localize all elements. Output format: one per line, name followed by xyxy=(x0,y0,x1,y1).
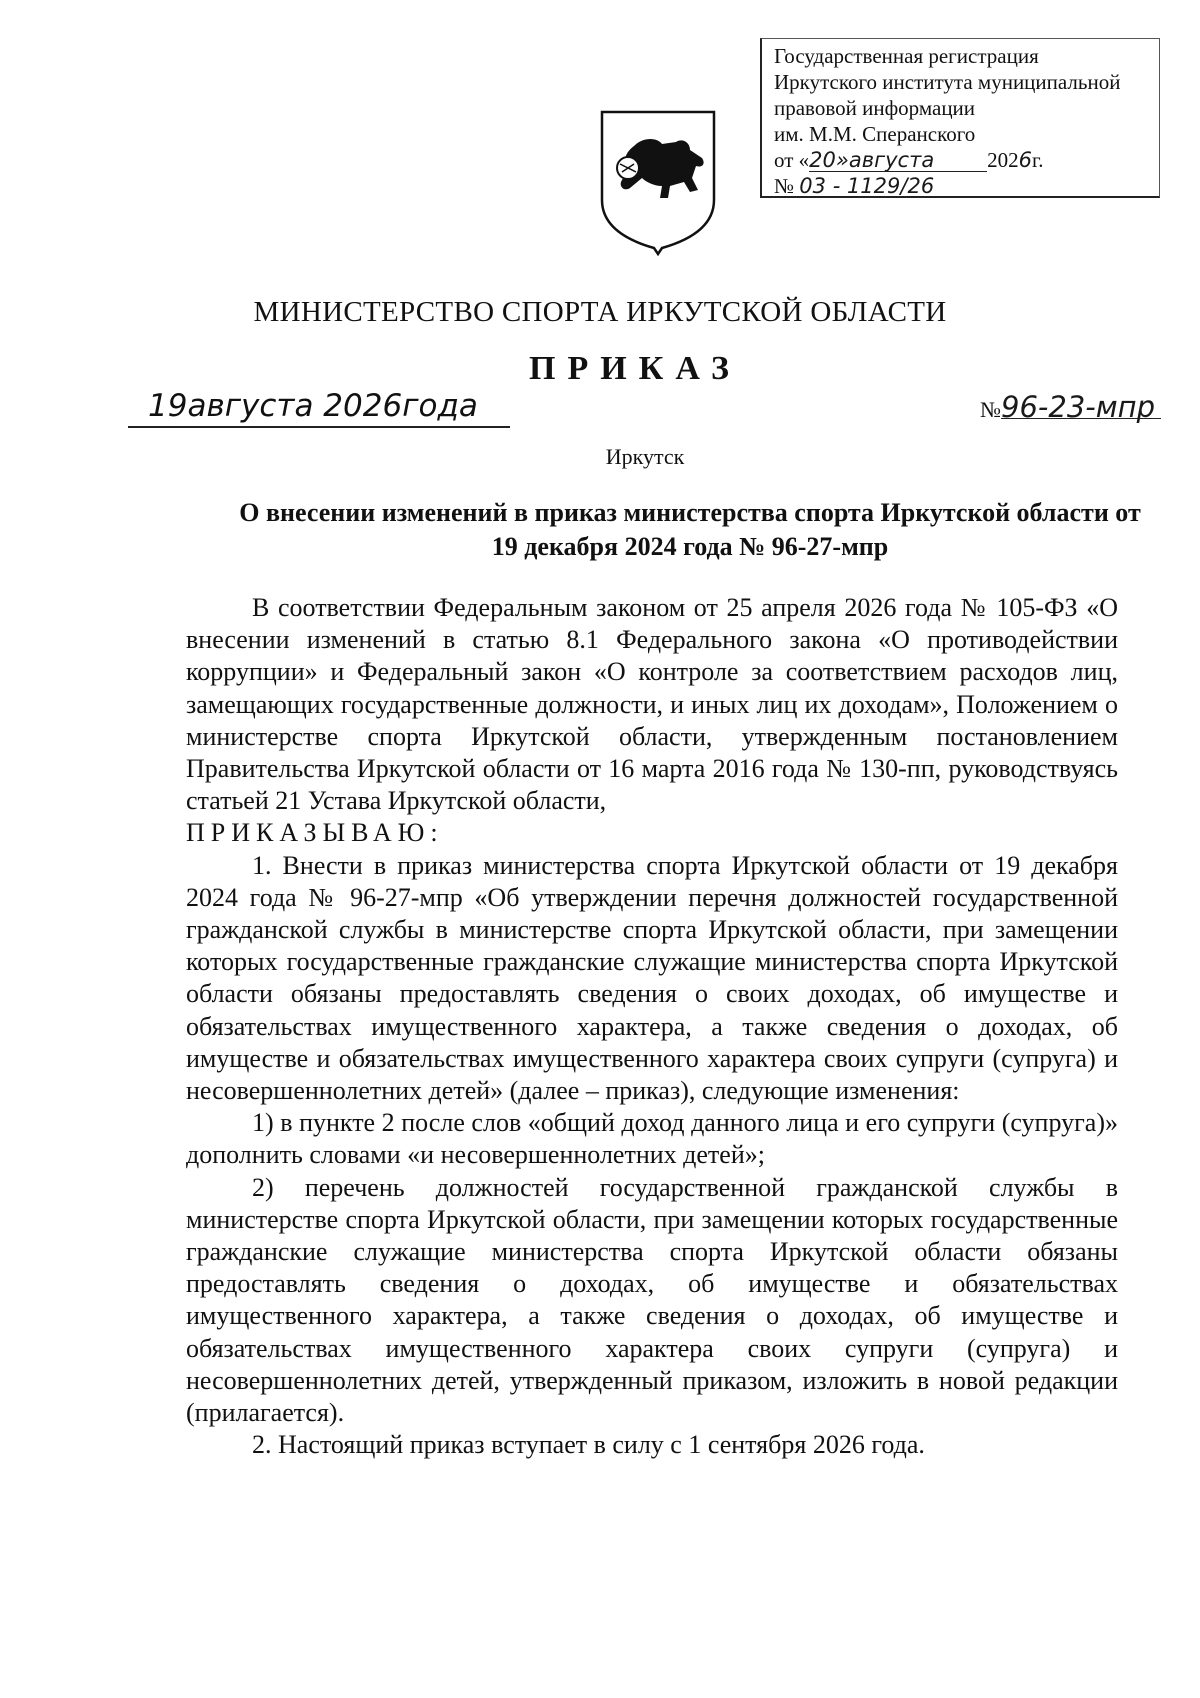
item-paragraph: 1. Внести в приказ министерства спорта Иркутской области от 19 декабря 2024 года № 96-27-мпр «Об утверждении перечня должностей государственной гражданской службы в министерстве спорта Иркутской области, при замещении которых государственные гражданские служащие министерства спорта Иркутской области обязаны предоставлять сведения о своих доходах, об имуществе и обязательствах имущественного характера, а также сведения о доходах, об имуществе и обязательствах имущественного характера своих супруги (супруга) и несовершеннолетних детей» (далее – приказ), следующие изменения: xyxy=(186,850,1118,1106)
stamp-line: правовой информации xyxy=(774,96,976,120)
ministry-name: МИНИСТЕРСТВО СПОРТА ИРКУТСКОЙ ОБЛАСТИ xyxy=(253,296,947,328)
subitem-paragraph: 2) перечень должностей государственной гражданской службы в министерстве спорта Иркутской области, при замещении которых государственные гражданские служащие министерства спорта Иркутской области обязаны предоставлять сведения о доходах, об имуществе и обязательствах имущественного характера, а также сведения о доходах, об имуществе и обязательствах имущественного характера своих супруги (супруга) и несовершеннолетних детей, утвержденный приказом, изложить в новой редакции (прилагается). xyxy=(186,1172,1118,1428)
stamp-number-handwritten: 03 - 1129/26 xyxy=(799,175,999,198)
preamble-paragraph: В соответствии Федеральным законом от 25 апреля 2026 года № 105-ФЗ «О внесении изменений в статью 8.1 Федерального закона «О противодействии коррупции» и Федеральный закон «О контроле за соответствием расходов лиц, замещающих государственные должности, и иных лиц их доходам», Положением о министерстве спорта Иркутской области, утвержденным постановлением Правительства Иркутской области от 16 марта 2016 года № 130-пп, руководствуясь статьей 21 Устава Иркутской области, xyxy=(186,593,1118,816)
registration-stamp xyxy=(760,38,1160,198)
order-number xyxy=(980,390,1161,424)
stamp-number-prefix: № xyxy=(774,174,795,198)
stamp-year-handwritten: 6 xyxy=(1018,148,1033,172)
stamp-line: Иркутского института муниципальной xyxy=(774,70,1121,94)
stamp-line: Государственная регистрация xyxy=(774,44,1039,68)
city: Иркутск xyxy=(605,444,685,469)
stamp-date-handwritten: 20»августа xyxy=(809,149,987,172)
stamp-line: им. М.М. Сперанского xyxy=(774,122,976,146)
item-paragraph: 2. Настоящий приказ вступает в силу с 1 сентября 2026 года. xyxy=(252,1430,925,1460)
stamp-year-prefix: 202 xyxy=(987,148,1019,172)
coat-of-arms-icon xyxy=(598,108,718,258)
document-type: ПРИКАЗ xyxy=(529,350,741,387)
order-number-prefix: № xyxy=(980,397,1001,422)
stamp-date-prefix: от « xyxy=(774,148,810,172)
subitem-paragraph: 1) в пункте 2 после слов «общий доход данного лица и его супруги (супруга)» дополнить словами «и несовершеннолетних детей»; xyxy=(186,1108,1118,1170)
order-word: ПРИКАЗЫВАЮ: xyxy=(186,818,444,848)
order-date-handwritten: 19августа 2026года xyxy=(128,388,510,428)
document-body xyxy=(186,592,1118,1461)
stamp-year-suffix: г. xyxy=(1032,148,1044,172)
stamp-number-line xyxy=(774,173,1151,199)
order-number-handwritten: 96-23-мпр xyxy=(1001,396,1161,419)
stamp-date-line xyxy=(774,147,1151,173)
document-title: О внесении изменений в приказ министерства спорта Иркутской области от 19 декабря 2024 года № 96-27-мпр xyxy=(239,498,1141,561)
